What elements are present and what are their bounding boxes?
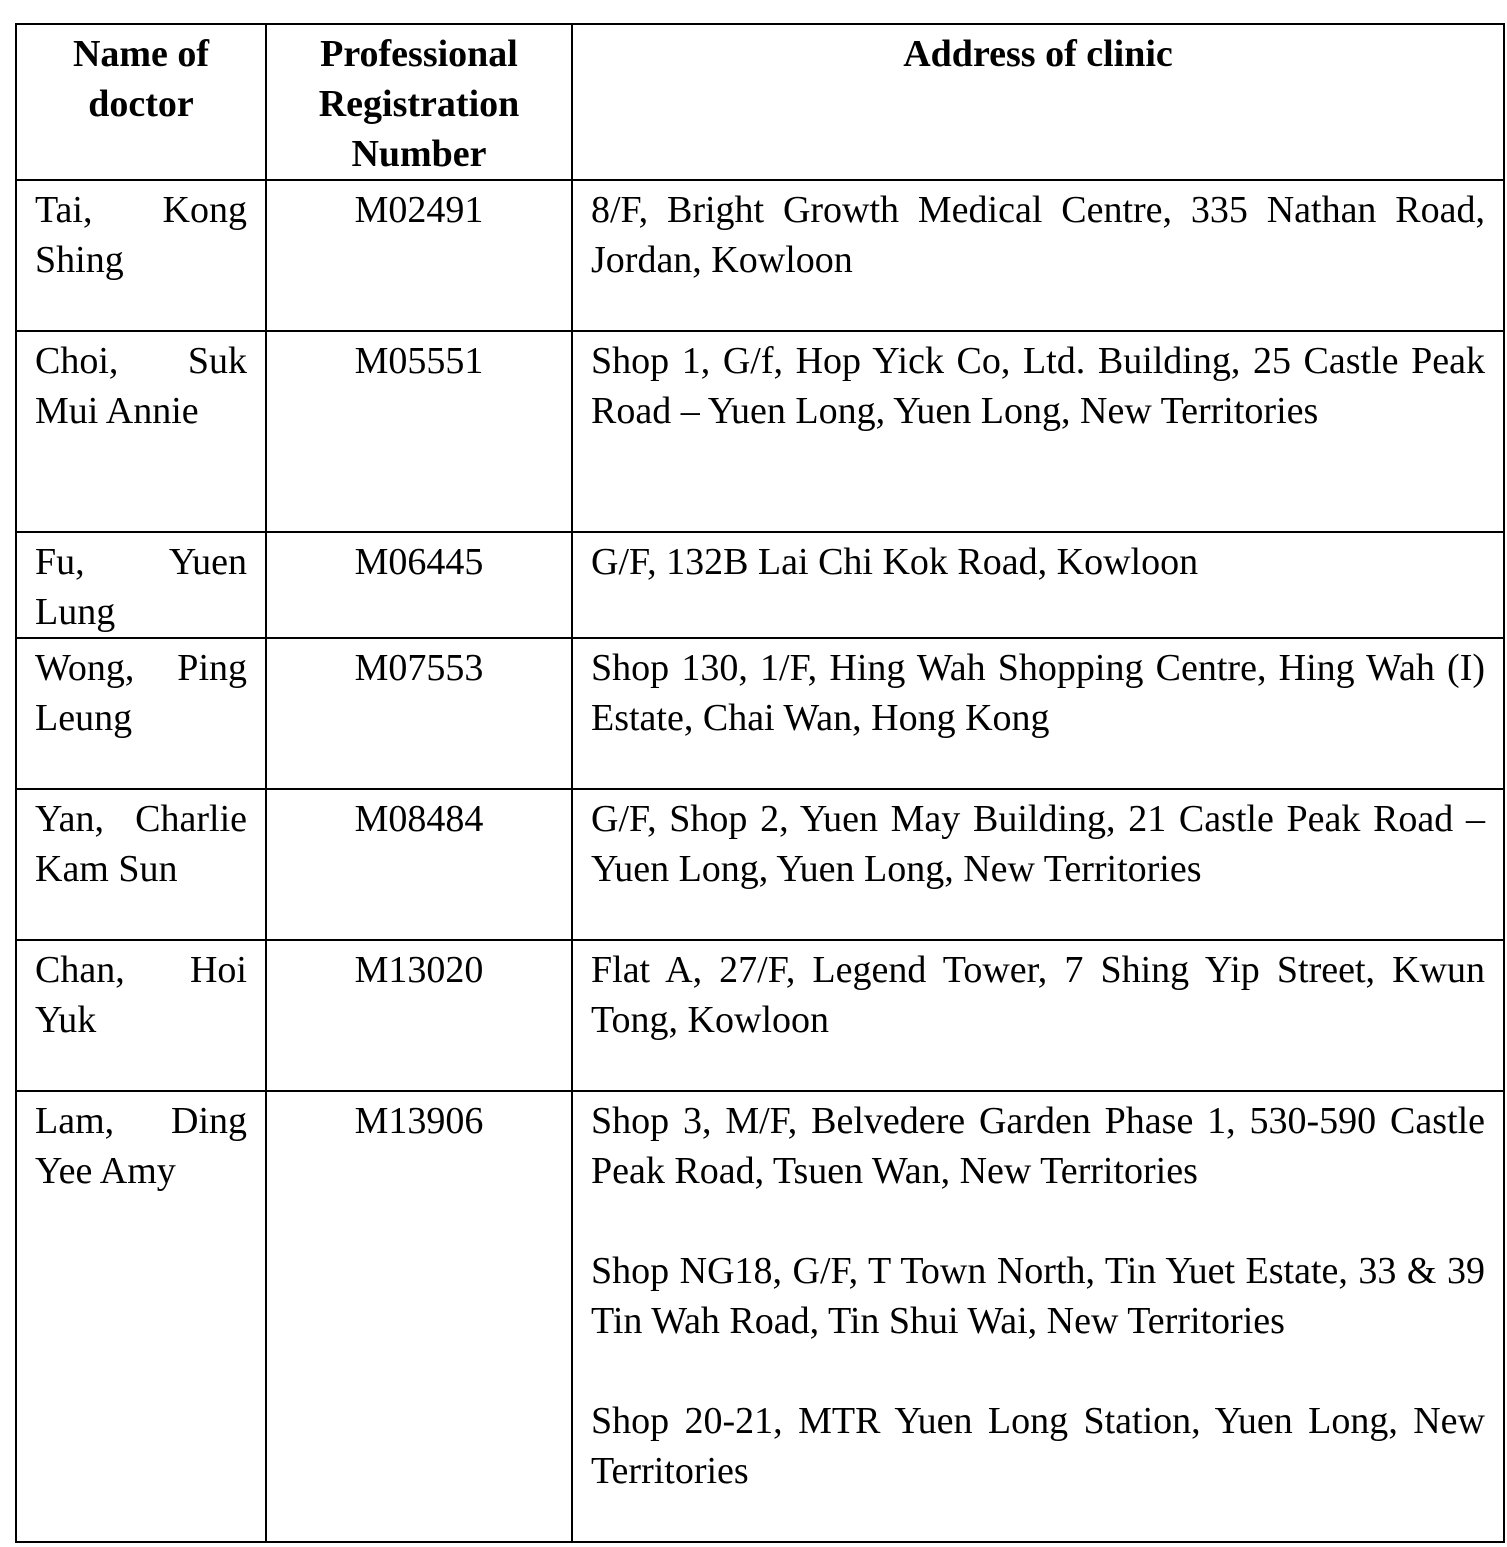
table-row bbox=[16, 532, 1504, 638]
clinic-address: G/F, Shop 2, Yuen May Building, 21 Castle Peak Road – Yuen Long, Yuen Long, New Territories bbox=[591, 798, 1485, 890]
clinic-address: Flat A, 27/F, Legend Tower, 7 Shing Yip Street, Kwun Tong, Kowloon bbox=[591, 949, 1485, 1041]
registration-number: M13020 bbox=[266, 940, 572, 1091]
header-row bbox=[16, 24, 1504, 180]
clinic-address-cell bbox=[572, 1091, 1504, 1542]
clinic-address: Shop 1, G/f, Hop Yick Co, Ltd. Building, 25 Castle Peak Road – Yuen Long, Yuen Long, New Territories bbox=[591, 340, 1485, 432]
registration-number: M13906 bbox=[266, 1091, 572, 1542]
registration-number: M08484 bbox=[266, 789, 572, 940]
table-row bbox=[16, 638, 1504, 789]
doctor-name: Chan, Hoi Yuk bbox=[16, 940, 266, 1091]
clinic-address-cell bbox=[572, 180, 1504, 331]
doctor-name: Wong, Ping Leung bbox=[16, 638, 266, 789]
table-row bbox=[16, 789, 1504, 940]
clinic-address-cell bbox=[572, 940, 1504, 1091]
table-row bbox=[16, 331, 1504, 532]
clinic-address-cell bbox=[572, 789, 1504, 940]
header-registration-number: Professional Registration Number bbox=[266, 24, 572, 180]
clinic-address: Shop 3, M/F, Belvedere Garden Phase 1, 530-590 Castle Peak Road, Tsuen Wan, New Territories bbox=[591, 1100, 1485, 1192]
table-header bbox=[16, 24, 1504, 180]
clinic-address: Shop 20-21, MTR Yuen Long Station, Yuen Long, New Territories bbox=[591, 1400, 1485, 1492]
clinic-address: 8/F, Bright Growth Medical Centre, 335 Nathan Road, Jordan, Kowloon bbox=[591, 189, 1485, 281]
table-row bbox=[16, 940, 1504, 1091]
doctor-name: Lam, Ding Yee Amy bbox=[16, 1091, 266, 1542]
table-row bbox=[16, 1091, 1504, 1542]
registration-number: M02491 bbox=[266, 180, 572, 331]
clinic-address: Shop 130, 1/F, Hing Wah Shopping Centre, Hing Wah (I) Estate, Chai Wan, Hong Kong bbox=[591, 647, 1485, 739]
header-name-of-doctor: Name of doctor bbox=[16, 24, 266, 180]
header-address-of-clinic: Address of clinic bbox=[572, 24, 1504, 180]
registration-number: M06445 bbox=[266, 532, 572, 638]
doctor-name: Tai, Kong Shing bbox=[16, 180, 266, 331]
table-row bbox=[16, 180, 1504, 331]
doctor-clinic-table bbox=[15, 23, 1505, 1543]
registration-number: M05551 bbox=[266, 331, 572, 532]
clinic-address-cell bbox=[572, 532, 1504, 638]
doctor-name: Choi, Suk Mui Annie bbox=[16, 331, 266, 532]
doctor-name: Fu, Yuen Lung bbox=[16, 532, 266, 638]
table-body bbox=[16, 180, 1504, 1542]
clinic-address: Shop NG18, G/F, T Town North, Tin Yuet Estate, 33 & 39 Tin Wah Road, Tin Shui Wai, New Territories bbox=[591, 1250, 1485, 1342]
registration-number: M07553 bbox=[266, 638, 572, 789]
clinic-address: G/F, 132B Lai Chi Kok Road, Kowloon bbox=[591, 541, 1199, 583]
clinic-address-cell bbox=[572, 638, 1504, 789]
clinic-address-cell bbox=[572, 331, 1504, 532]
doctor-name: Yan, Charlie Kam Sun bbox=[16, 789, 266, 940]
